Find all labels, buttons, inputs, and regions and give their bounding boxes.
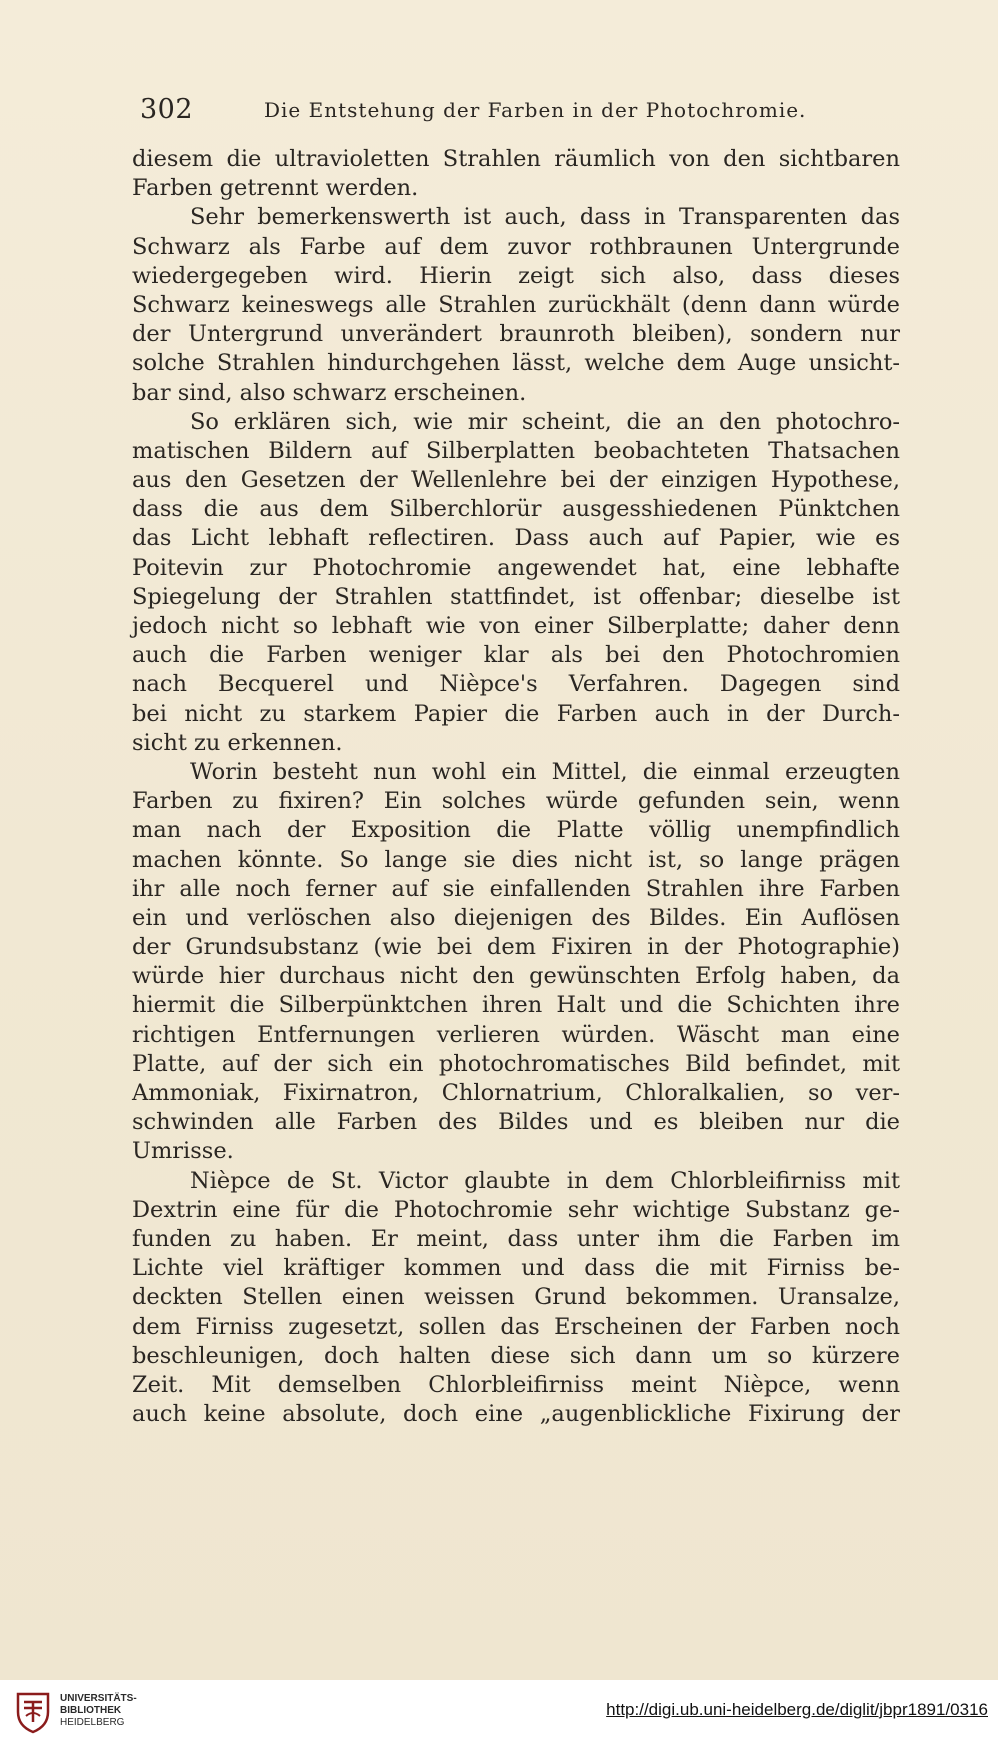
text-line: dem Firniss zugesetzt, sollen das Erscheinen der Farben noch: [132, 1313, 900, 1340]
text-line: beschleunigen, doch halten diese sich dann um so kürzere: [132, 1342, 900, 1369]
text-line: dass die aus dem Silberchlorür ausgesshiedenen Pünktchen: [132, 496, 900, 523]
text-line: bar sind, also schwarz erscheinen.: [132, 379, 527, 406]
text-line: sicht zu erkennen.: [132, 729, 343, 756]
text-line: So erklären sich, wie mir scheint, die an den photochro-: [190, 408, 900, 435]
text-line: Dextrin eine für die Photochromie sehr wichtige Substanz ge-: [132, 1196, 900, 1223]
text-line: machen könnte. So lange sie dies nicht ist, so lange prägen: [132, 846, 900, 873]
text-line: Umrisse.: [132, 1138, 234, 1165]
text-line: hiermit die Silberpünktchen ihren Halt und die Schichten ihre: [132, 992, 900, 1019]
text-line: diesem die ultravioletten Strahlen räumlich von den sichtbaren: [132, 146, 900, 172]
text-line: Farben zu fixiren? Ein solches würde gefunden sein, wenn: [132, 788, 900, 815]
text-line: schwinden alle Farben des Bildes und es bleiben nur die: [132, 1109, 900, 1136]
text-line: wiedergegeben wird. Hierin zeigt sich also, dass dieses: [132, 262, 900, 289]
body-text: [132, 145, 900, 1429]
footer-bar: [0, 1680, 998, 1741]
text-line: auch die Farben weniger klar als bei den Photochromien: [132, 642, 900, 669]
text-line: Lichte viel kräftiger kommen und dass die mit Firniss be-: [132, 1255, 900, 1282]
text-line: deckten Stellen einen weissen Grund bekommen. Uransalze,: [132, 1284, 900, 1311]
library-name: [60, 1693, 137, 1729]
library-name-line3: HEIDELBERG: [60, 1717, 125, 1728]
text-line: aus den Gesetzen der Wellenlehre bei der einzigen Hypothese,: [132, 467, 900, 494]
text-line: der Grundsubstanz (wie bei dem Fixiren in der Photographie): [132, 934, 900, 961]
text-line: das Licht lebhaft reflectiren. Dass auch auf Papier, wie es: [132, 525, 900, 552]
text-line: Sehr bemerkenswerth ist auch, dass in Transparenten das: [190, 204, 900, 231]
text-line: Zeit. Mit demselben Chlorbleifirniss meint Nièpce, wenn: [132, 1371, 900, 1398]
text-line: ein und verlöschen also diejenigen des Bildes. Ein Auflösen: [132, 904, 900, 931]
text-line: der Untergrund unverändert braunroth bleiben), sondern nur: [132, 321, 900, 348]
text-line: auch keine absolute, doch eine „augenblickliche Fixirung der: [132, 1401, 900, 1428]
library-name-line2: BIBLIOTHEK: [60, 1705, 122, 1716]
text-line: Ammoniak, Fixirnatron, Chlornatrium, Chloralkalien, so ver-: [132, 1080, 900, 1106]
text-line: solche Strahlen hindurchgehen lässt, welche dem Auge unsicht-: [132, 350, 900, 377]
text-line: Poitevin zur Photochromie angewendet hat, eine lebhafte: [132, 554, 900, 581]
text-line: richtigen Entfernungen verlieren würden. Wäscht man eine: [132, 1021, 900, 1048]
text-line: Schwarz keineswegs alle Strahlen zurückhält (denn dann würde: [132, 291, 900, 318]
text-line: Spiegelung der Strahlen stattfindet, ist offenbar; dieselbe ist: [132, 583, 900, 610]
text-line: würde hier durchaus nicht den gewünschten Erfolg haben, da: [132, 963, 900, 990]
text-line: Worin besteht nun wohl ein Mittel, die einmal erzeugten: [190, 758, 900, 785]
text-line: jedoch nicht so lebhaft wie von einer Silberplatte; daher denn: [132, 613, 900, 639]
page-header: [140, 94, 900, 130]
text-line: funden zu haben. Er meint, dass unter ihm die Farben im: [132, 1225, 900, 1252]
text-line: man nach der Exposition die Platte völlig unempfindlich: [132, 817, 900, 844]
text-line: bei nicht zu starkem Papier die Farben auch in der Durch-: [132, 700, 900, 727]
page-number: 302: [140, 94, 194, 125]
library-name-line1: UNIVERSITÄTS-: [60, 1693, 137, 1704]
library-crest-icon: [10, 1688, 56, 1734]
text-line: Schwarz als Farbe auf dem zuvor rothbraunen Untergrunde: [132, 233, 900, 260]
text-line: Farben getrennt werden.: [132, 175, 419, 202]
running-title: Die Entstehung der Farben in der Photochromie.: [264, 98, 807, 122]
text-line: matischen Bildern auf Silberplatten beobachteten Thatsachen: [132, 437, 900, 464]
source-url-link[interactable]: http://digi.ub.uni-heidelberg.de/diglit/jbpr1891/0316: [606, 1700, 988, 1719]
text-line: nach Becquerel und Nièpce's Verfahren. Dagegen sind: [132, 671, 900, 698]
text-line: Platte, auf der sich ein photochromatisches Bild befindet, mit: [132, 1050, 900, 1077]
text-line: ihr alle noch ferner auf sie einfallenden Strahlen ihre Farben: [132, 875, 900, 902]
text-line: Nièpce de St. Victor glaubte in dem Chlorbleifirniss mit: [190, 1167, 900, 1194]
